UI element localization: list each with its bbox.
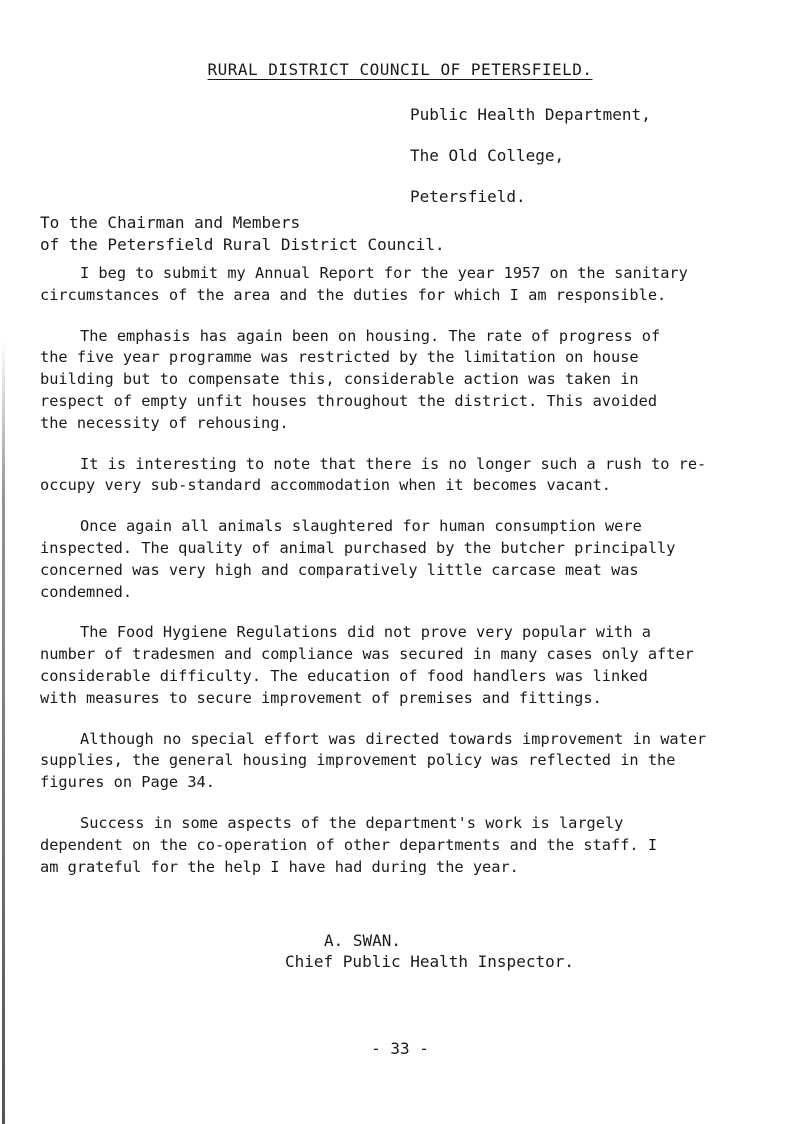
text-line: dependent on the co-operation of other departments and the staff. I (40, 835, 658, 854)
salutation-line: To the Chairman and Members (40, 213, 301, 232)
text-line: number of tradesmen and compliance was secured in many cases only after (40, 645, 694, 664)
text-line: circumstances of the area and the duties for which I am responsible. (40, 285, 667, 304)
paragraph (40, 326, 775, 435)
text-line: the necessity of rehousing. (40, 413, 289, 432)
text-line: Once again all animals slaughtered for human consumption were (80, 517, 642, 536)
address-department: Public Health Department, (410, 105, 651, 124)
page-title: RURAL DISTRICT COUNCIL OF PETERSFIELD. (207, 60, 593, 79)
text-line: The Food Hygiene Regulations did not prove very popular with a (80, 623, 651, 642)
page-number: - 33 - (371, 1039, 429, 1058)
signatory-name: A. SWAN. (324, 931, 402, 950)
text-line: the five year programme was restricted by the limitation on house (40, 348, 639, 367)
text-line: inspected. The quality of animal purchased by the butcher principally (40, 538, 676, 557)
sender-address (410, 94, 651, 217)
page-edge-shadow (2, 340, 5, 1124)
signatory-title: Chief Public Health Inspector. (285, 952, 574, 971)
report-body (40, 263, 775, 897)
signature-block (285, 930, 574, 972)
text-line: am grateful for the help I have had during the year. (40, 857, 519, 876)
text-line: It is interesting to note that there is no longer such a rush to re- (80, 454, 707, 473)
text-line: concerned was very high and comparatively little carcase meat was (40, 560, 639, 579)
text-line: respect of empty unfit houses throughout the district. This avoided (40, 391, 658, 410)
text-line: considerable difficulty. The education of food handlers was linked (40, 666, 648, 685)
text-line: occupy very sub-standard accommodation when it becomes vacant. (40, 476, 611, 495)
paragraph (40, 516, 775, 603)
salutation-line: of the Petersfield Rural District Council. (40, 235, 445, 254)
text-line: The emphasis has again been on housing. The rate of progress of (80, 326, 661, 345)
text-line: Although no special effort was directed towards improvement in water (80, 729, 707, 748)
text-line: building but to compensate this, considerable action was taken in (40, 370, 639, 389)
paragraph (40, 454, 775, 498)
paragraph (40, 729, 775, 794)
text-line: condemned. (40, 582, 133, 601)
text-line: supplies, the general housing improvement policy was reflected in the (40, 751, 676, 770)
text-line: Success in some aspects of the department's work is largely (80, 813, 624, 832)
address-town: Petersfield. (410, 187, 526, 206)
text-line: figures on Page 34. (40, 773, 215, 792)
paragraph (40, 263, 775, 307)
text-line: I beg to submit my Annual Report for the year 1957 on the sanitary (80, 264, 688, 282)
salutation (40, 212, 445, 256)
text-line: with measures to secure improvement of premises and fittings. (40, 688, 602, 707)
address-building: The Old College, (410, 146, 565, 165)
paragraph (40, 622, 775, 709)
paragraph (40, 813, 775, 878)
